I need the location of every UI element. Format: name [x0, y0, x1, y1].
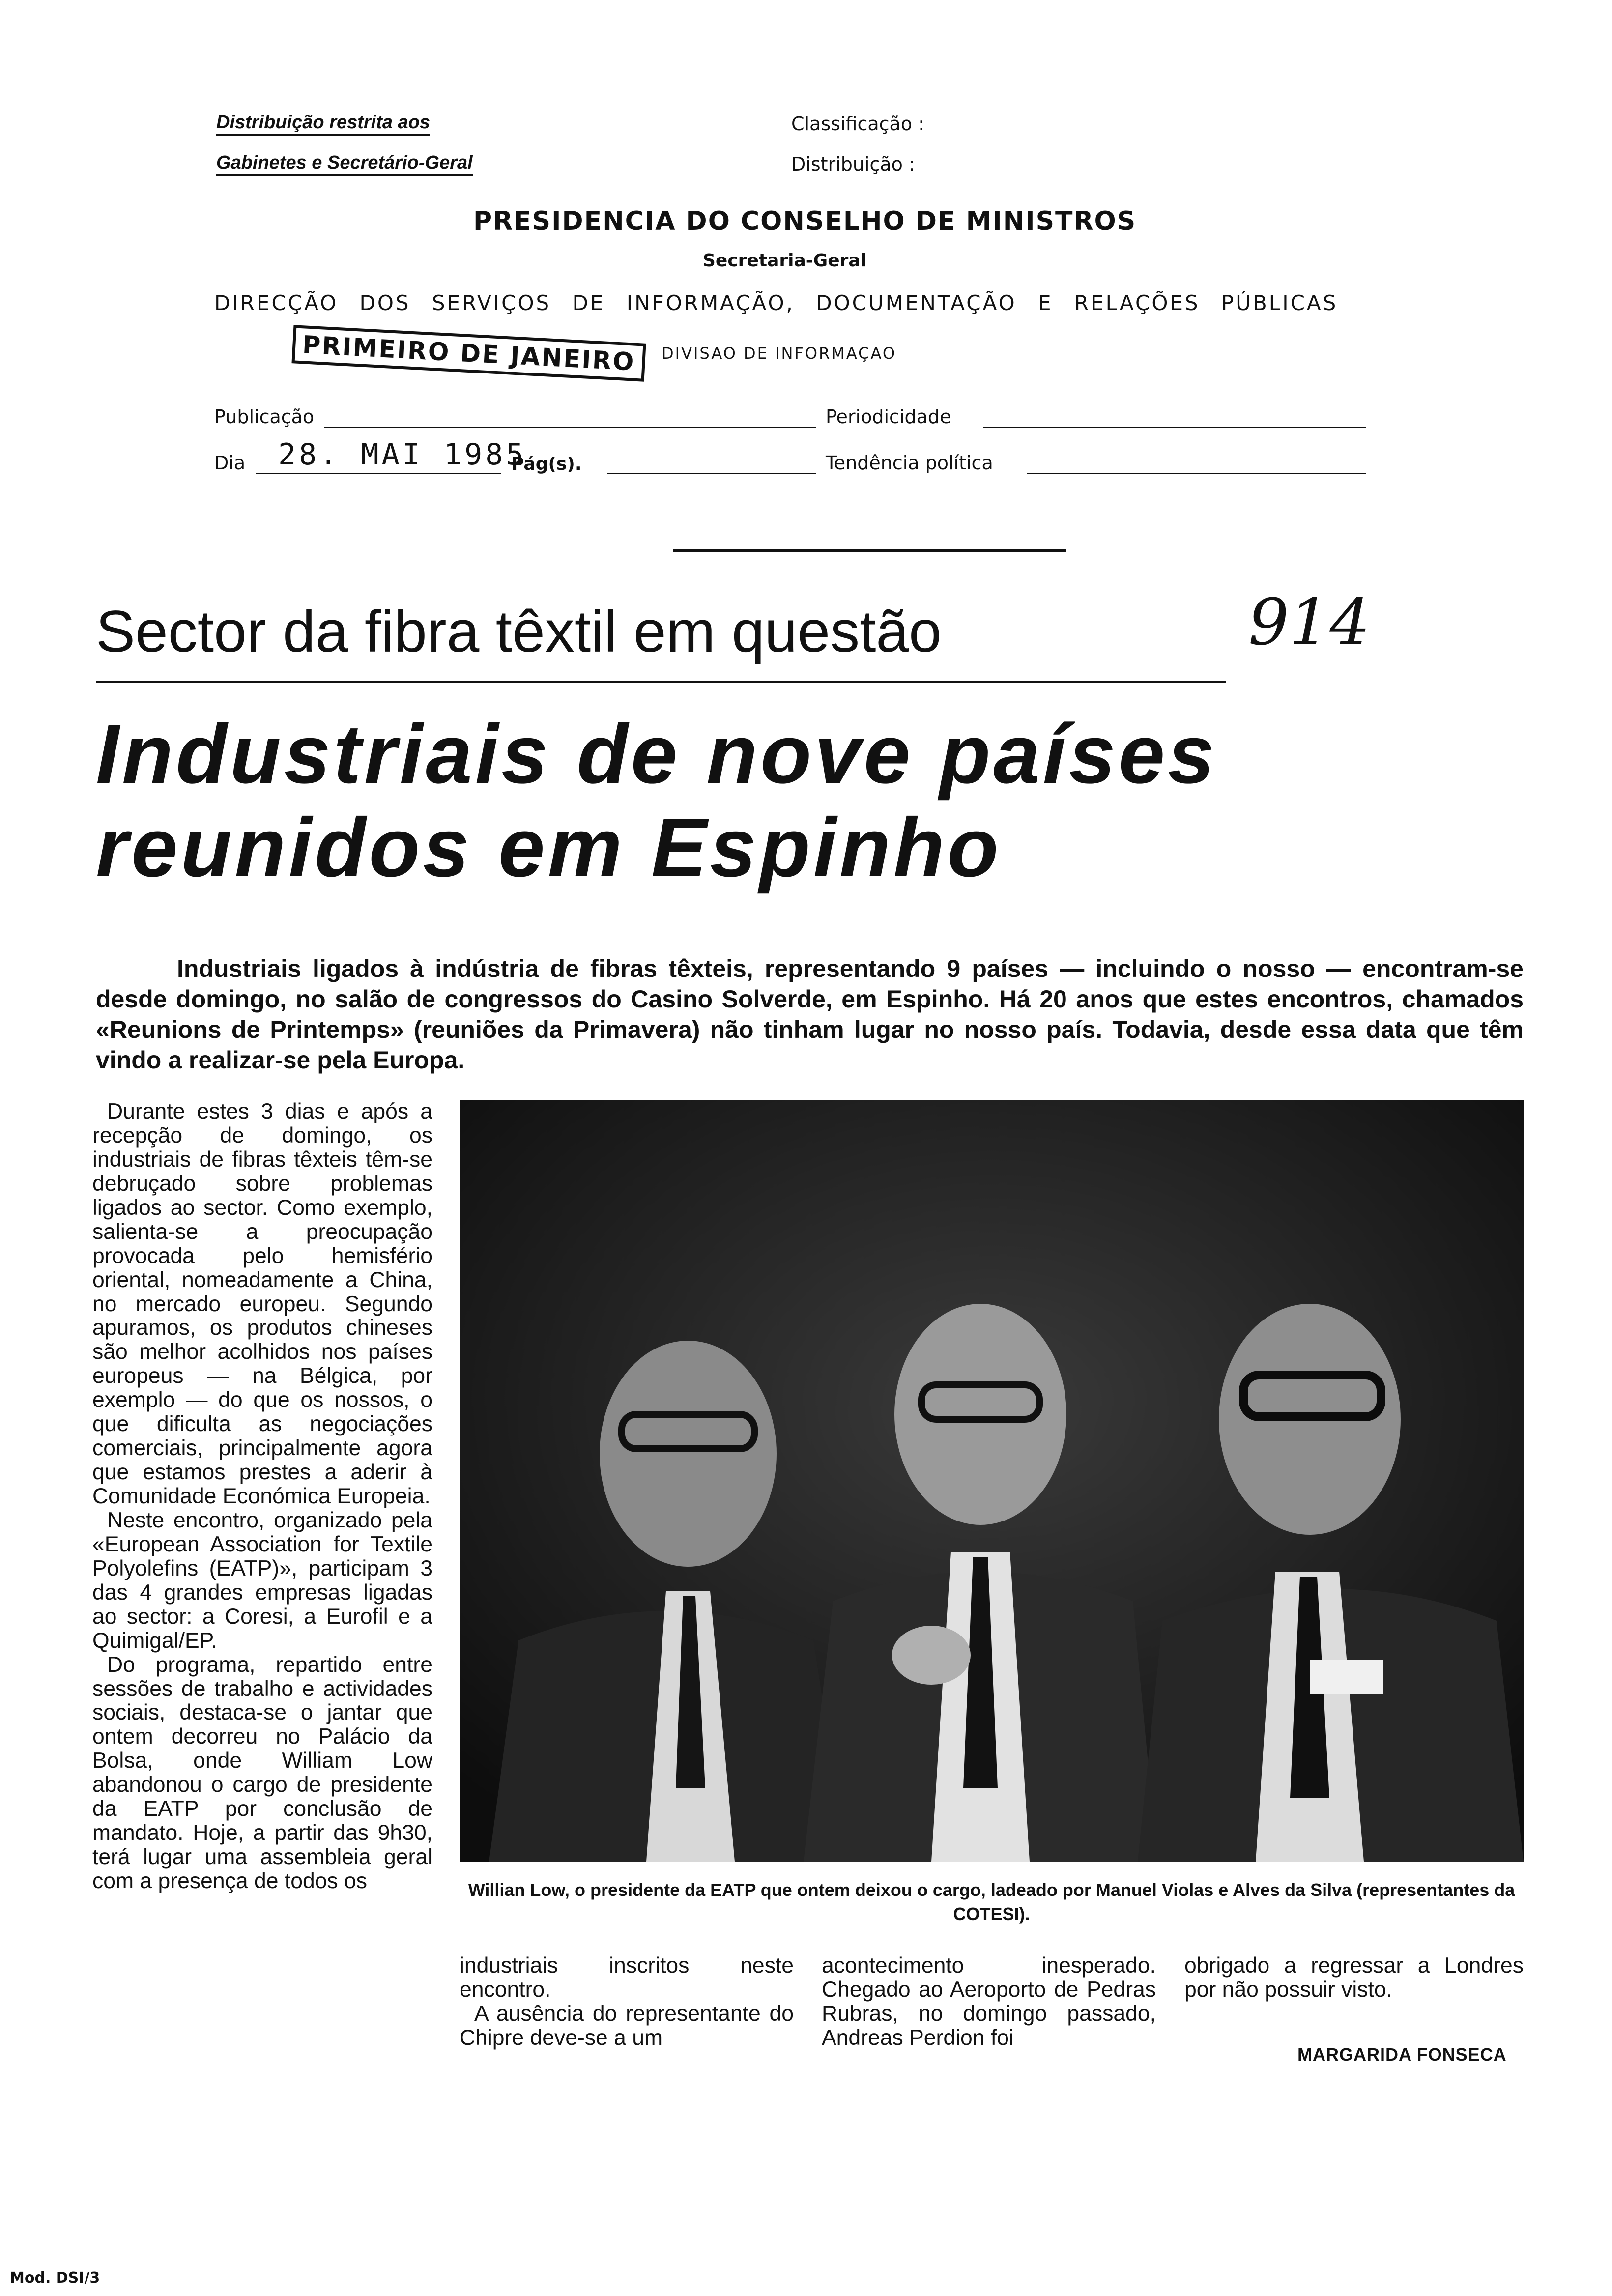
- distribution-recipients: Gabinetes e Secretário-Geral: [216, 152, 473, 176]
- publicacao-line: [324, 427, 816, 428]
- dia-label: Dia: [214, 452, 246, 474]
- form-code: Mod. DSI/3: [10, 2269, 100, 2287]
- body-paragraph: A ausência do representante do Chipre deve-se a um: [460, 2001, 794, 2050]
- article-kicker: Sector da fibra têxtil em questão: [96, 599, 942, 664]
- photo-caption: Willian Low, o presidente da EATP que ontem deixou o cargo, ladeado por Manuel Violas e Alves da Silva (representantes da COTESI).: [468, 1880, 1515, 1924]
- dia-line: [256, 473, 501, 474]
- periodicidade-label: Periodicidade: [826, 406, 951, 428]
- headline-line-2: reunidos em Espinho: [96, 801, 1002, 895]
- article-lede: Industriais ligados à indústria de fibras têxteis, representando 9 países — incluindo o nosso — encontram-se desde domingo, no salão de congressos do Casino Solverde, em Espinho. Há 20 anos que estes encontros, chamados «Reunions de Printemps» (reuniões da Primavera) não tinham lugar no nosso país. Todavia, desde essa data que têm vindo a realizar-se pela Europa.: [96, 955, 1524, 1074]
- pags-line: [607, 473, 816, 474]
- secretaria-label: Secretaria-Geral: [703, 251, 867, 271]
- body-column-1: [92, 1100, 432, 1894]
- body-paragraph: acontecimento inesperado. Chegado ao Aeroporto de Pedras Rubras, no domingo passado, Andreas Perdion foi: [822, 1953, 1156, 2050]
- publicacao-label: Publicação: [214, 406, 315, 428]
- date-stamp: 28. MAI 1985: [278, 437, 527, 472]
- body-paragraph: industriais inscritos neste encontro.: [460, 1953, 794, 2002]
- body-paragraph: obrigado a regressar a Londres por não possuir visto.: [1184, 1953, 1524, 2002]
- distribuicao-label: Distribuição :: [791, 153, 915, 175]
- handwritten-note: 914: [1248, 585, 1371, 660]
- article-headline: [96, 708, 1570, 895]
- tendencia-label: Tendência política: [826, 452, 993, 474]
- agency-title: PRESIDENCIA DO CONSELHO DE MINISTROS: [473, 206, 1137, 236]
- publication-stamp: PRIMEIRO DE JANEIRO: [291, 325, 646, 381]
- header-divider: [673, 549, 1066, 552]
- classificacao-label: Classificação :: [791, 113, 924, 135]
- body-column-3: [822, 1954, 1156, 2050]
- body-paragraph: Neste encontro, organizado pela «European Association for Textile Polyolefins (EATP)», participam 3 das 4 grandes empresas ligadas ao sector: a Coresi, a Eurofil e a Quimigal/EP.: [92, 1508, 432, 1653]
- photo-illustration: [460, 1100, 1524, 1862]
- body-paragraph: Durante estes 3 dias e após a recepção de domingo, os industriais de fibras têxteis têm-se debruçado sobre problemas ligados ao sector. Como exemplo, salienta-se a preocupação provocada pelo hemisfério oriental, nomeadamente a China, no mercado europeu. Segundo apuramos, os produtos chineses são melhor acolhidos nos países europeus — na Bélgica, por exemplo — do que os nossos, o que dificulta as negociações comerciais, principalmente agora que estamos prestes a aderir à Comunidade Económica Europeia.: [92, 1099, 432, 1508]
- article-photo: [460, 1100, 1524, 1862]
- body-column-2: [460, 1954, 794, 2050]
- distribution-restricted: Distribuição restrita aos: [216, 112, 430, 136]
- direccao-title: DIRECÇÃO DOS SERVIÇOS DE INFORMAÇÃO, DOCUMENTAÇÃO E RELAÇÕES PÚBLICAS: [214, 291, 1338, 315]
- headline-line-1: Industriais de nove países: [96, 708, 1217, 801]
- tendencia-line: [1027, 473, 1366, 474]
- body-paragraph: Do programa, repartido entre sessões de trabalho e actividades sociais, destaca-se o jantar que ontem decorreu no Palácio da Bolsa, onde William Low abandonou o cargo de presidente da EATP por conclusão de mandato. Hoje, a partir das 9h30, terá lugar uma assembleia geral com a presença de todos os: [92, 1652, 432, 1893]
- pags-label: Pág(s).: [511, 454, 582, 474]
- article-byline: MARGARIDA FONSECA: [1297, 2044, 1507, 2065]
- divisao-label: DIVISAO DE INFORMAÇAO: [662, 344, 897, 363]
- kicker-underline: [96, 681, 1226, 683]
- body-column-4: [1184, 1954, 1524, 2002]
- periodicidade-line: [983, 427, 1366, 428]
